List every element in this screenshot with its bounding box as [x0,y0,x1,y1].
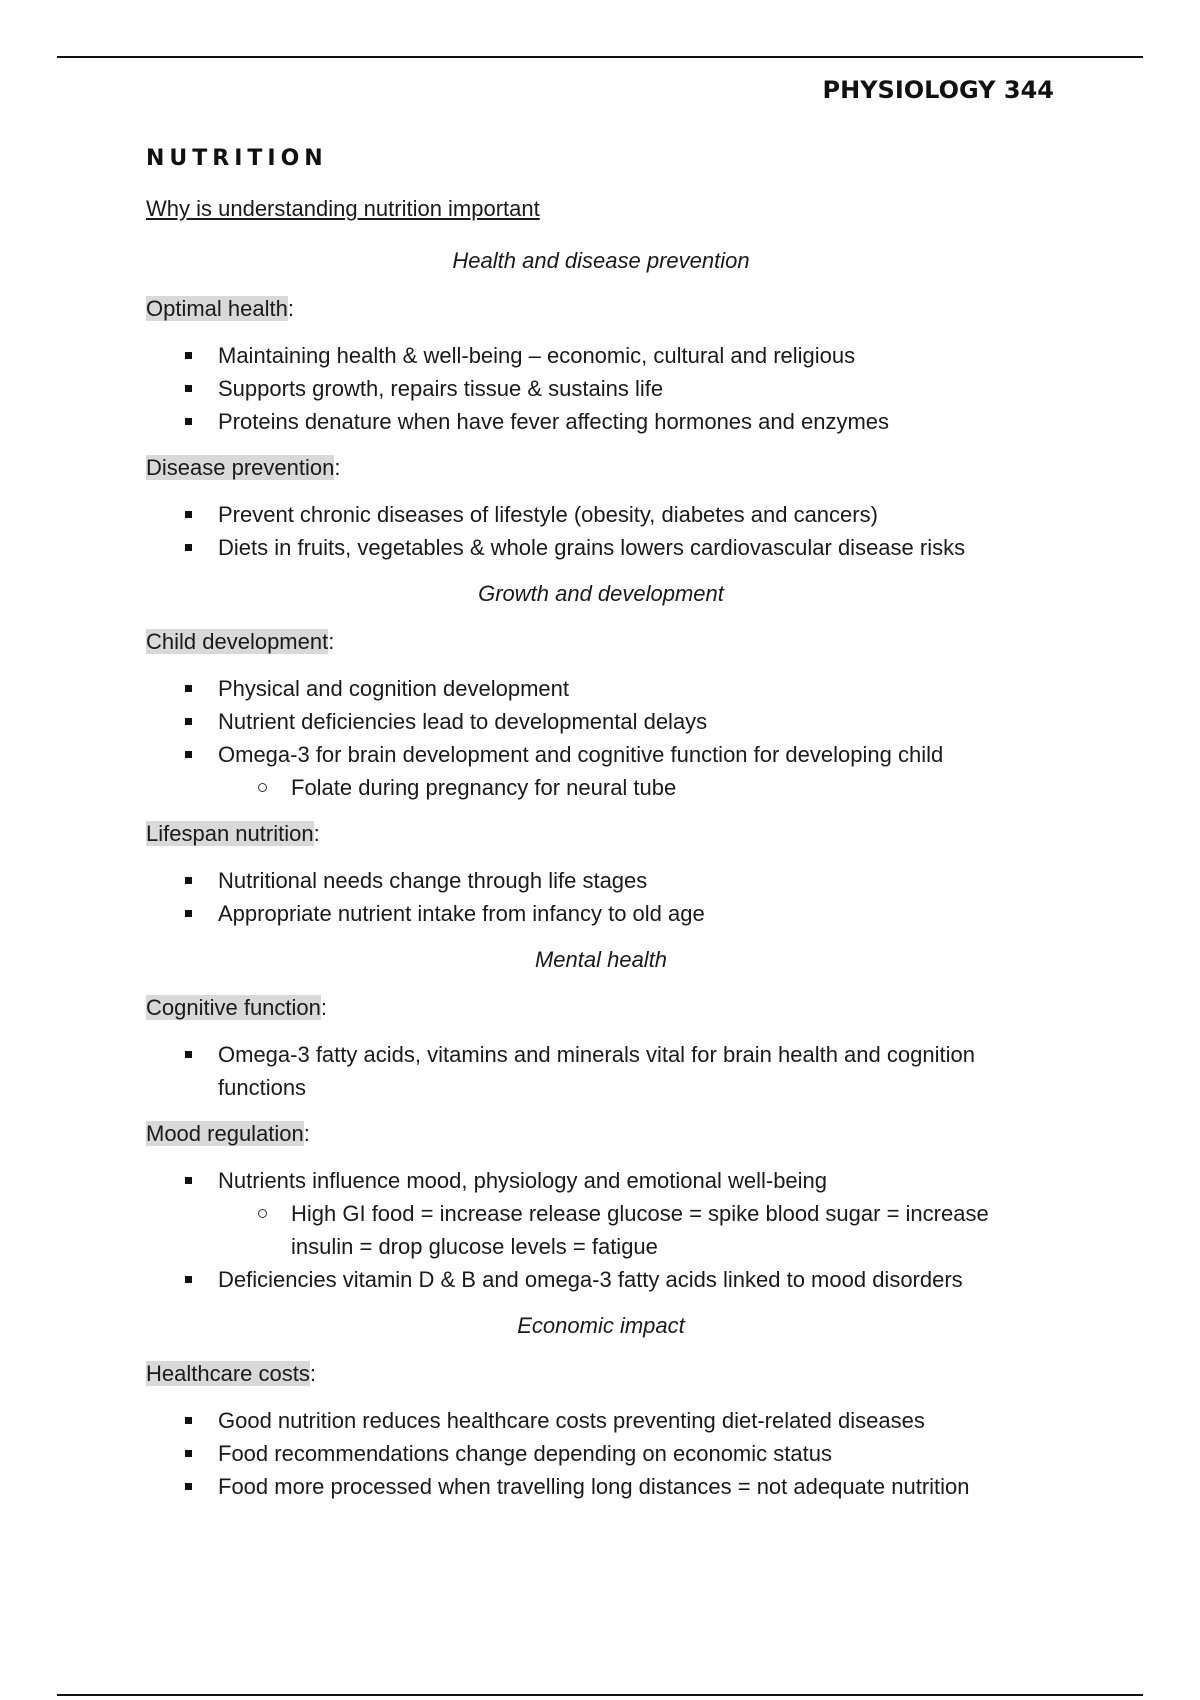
square-bullet-icon [185,910,192,917]
group-label-text: Disease prevention [146,455,335,480]
list-item-text: Supports growth, repairs tissue & sustains life [218,376,664,401]
document-title: NUTRITION [146,146,328,171]
circle-bullet-icon [258,1209,267,1218]
list-item-text: Appropriate nutrient intake from infancy to old age [218,901,705,926]
list-item [218,897,1056,930]
square-bullet-icon [185,385,192,392]
section-title: Health and disease prevention [452,248,750,273]
square-bullet-icon [185,511,192,518]
group-label: Mood regulation: [146,1121,310,1146]
course-title: PHYSIOLOGY 344 [822,76,1054,104]
footer-rule [57,1694,1143,1696]
square-bullet-icon [185,1177,192,1184]
group-label-text: Mood regulation [146,1121,304,1146]
list-item-text: Physical and cognition development [218,676,570,701]
list-item [218,339,1056,372]
group-label: Healthcare costs: [146,1361,316,1386]
group-label: Child development: [146,629,335,654]
section-title: Growth and development [478,581,724,606]
circle-bullet-icon [258,783,267,792]
list-item-text: Deficiencies vitamin D & B and omega-3 fatty acids linked to mood disorders [218,1267,963,1292]
list-item-text: Maintaining health & well-being – economic, cultural and religious [218,343,856,368]
group-label: Cognitive function: [146,995,328,1020]
list-item-text: Food recommendations change depending on economic status [218,1441,832,1466]
bullet-list [146,672,1056,804]
list-item-text: Nutritional needs change through life stages [218,868,648,893]
list-item [218,738,1056,804]
sub-list-item [291,1197,1056,1263]
list-item-text: Nutrients influence mood, physiology and emotional well-being [218,1168,828,1193]
list-item-text: Prevent chronic diseases of lifestyle (obesity, diabetes and cancers) [218,502,878,527]
square-bullet-icon [185,751,192,758]
list-item [218,372,1056,405]
square-bullet-icon [185,1483,192,1490]
list-item-text: Proteins denature when have fever affecting hormones and enzymes [218,409,889,434]
list-item [218,705,1056,738]
list-item [218,531,1056,564]
bullet-list [146,498,1056,564]
section-title: Mental health [534,947,668,972]
list-item [218,498,1056,531]
square-bullet-icon [185,418,192,425]
group-label-text: Healthcare costs [146,1361,310,1386]
bullet-list [146,864,1056,930]
square-bullet-icon [185,544,192,551]
bullet-list [146,339,1056,438]
list-item [218,1038,1056,1104]
bullet-list [146,1164,1056,1296]
square-bullet-icon [185,1051,192,1058]
sections-container [146,245,1056,1503]
list-item-text: Diets in fruits, vegetables & whole grains lowers cardiovascular disease risks [218,535,966,560]
group-label: Disease prevention: [146,455,341,480]
square-bullet-icon [185,718,192,725]
group-label: Optimal health: [146,296,294,321]
list-item [218,1164,1056,1263]
list-item [218,405,1056,438]
sub-list [218,771,1056,804]
list-item-text: Food more processed when travelling long distances = not adequate nutrition [218,1474,970,1499]
sub-list [218,1197,1056,1263]
square-bullet-icon [185,1276,192,1283]
sub-list-item-text: High GI food = increase release glucose = spike blood sugar = increase insulin = drop glucose levels = fatigue [291,1201,989,1259]
document-body [146,146,1056,1517]
square-bullet-icon [185,352,192,359]
list-item-text: Good nutrition reduces healthcare costs preventing diet-related diseases [218,1408,925,1433]
group-label-text: Child development [146,629,329,654]
list-item [218,1404,1056,1437]
group-label-text: Lifespan nutrition [146,821,314,846]
bullet-list [146,1404,1056,1503]
square-bullet-icon [185,1417,192,1424]
list-item [218,1437,1056,1470]
section-title: Economic impact [517,1313,685,1338]
square-bullet-icon [185,685,192,692]
sub-list-item-text: Folate during pregnancy for neural tube [291,775,677,800]
square-bullet-icon [185,877,192,884]
sub-list-item [291,771,1056,804]
list-item-text: Omega-3 fatty acids, vitamins and minerals vital for brain health and cognition functions [218,1042,975,1100]
group-label: Lifespan nutrition: [146,821,320,846]
list-item-text: Omega-3 for brain development and cognitive function for developing child [218,742,944,767]
list-item [218,1263,1056,1296]
header-rule [57,56,1143,58]
bullet-list [146,1038,1056,1104]
document-subtitle: Why is understanding nutrition important [146,196,540,221]
list-item [218,672,1056,705]
group-label-text: Cognitive function [146,995,321,1020]
list-item [218,864,1056,897]
group-label-text: Optimal health [146,296,288,321]
list-item-text: Nutrient deficiencies lead to developmental delays [218,709,708,734]
square-bullet-icon [185,1450,192,1457]
list-item [218,1470,1056,1503]
